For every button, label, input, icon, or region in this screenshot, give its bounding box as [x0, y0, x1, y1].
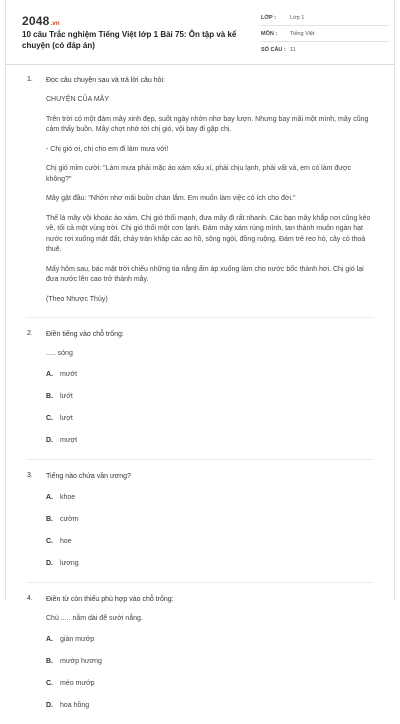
question-number: 3. [27, 472, 33, 479]
option-text: lượt [60, 415, 73, 422]
option-text: giàn mướp [60, 636, 95, 643]
question-number: 2. [27, 330, 33, 337]
logo-main: 2048 [22, 14, 50, 28]
story-paragraph: Chị gió mỉm cười: "Làm mưa phải mặc áo xám xấu xí, phải chịu lạnh, phải vất vả, em có làm được không?" [46, 165, 352, 183]
page [5, 0, 395, 709]
header [6, 0, 394, 65]
question-1 [6, 76, 394, 305]
meta-value: Lớp 1 [290, 14, 305, 21]
option-letter: C. [46, 538, 53, 545]
question-text: Điền tiếng vào chỗ trống: [46, 331, 124, 338]
story-paragraph: Mây gật đầu: "Nhởn nhơ mãi buồn chán lắm. Em muốn làm việc có ích cho đời." [46, 195, 296, 202]
option-letter: D. [46, 702, 53, 709]
divider [26, 582, 374, 583]
answer-option-a[interactable] [46, 371, 218, 393]
question-3 [6, 472, 394, 582]
answer-option-b[interactable] [46, 516, 218, 538]
page-title: 10 câu Trắc nghiệm Tiếng Việt lớp 1 Bài 75: Ôn tập và kể chuyện (có đáp án) [22, 30, 237, 50]
meta-label: LỚP : [261, 14, 276, 21]
story-paragraph: Trên trời có một đám mây xinh đẹp, suốt ngày nhởn nhơ bay lượn. Nhưng bay mãi một mình, mây cũng cảm thấy buồn. Mây chợt nhớ tới chị gió, vội bay đi gặp chị. [46, 115, 369, 133]
question-text: Điền từ còn thiếu phù hợp vào chỗ trống: [46, 596, 174, 603]
question-list [6, 76, 394, 724]
answer-options [46, 636, 374, 724]
option-text: lương [60, 560, 79, 567]
story-paragraph: Mấy hôm sau, bác mặt trời chiếu những tia nắng ấm áp xuống làm cho nước bốc thành hơi. Chị gió lại đưa nước lên cao trở thành mây. [46, 265, 364, 283]
option-letter: B. [46, 393, 53, 400]
fill-blank-text: Chú ..... nằm dài để sưởi nắng. [46, 615, 143, 622]
logo-sub: .vn [50, 21, 60, 27]
option-text: mèo mướp [60, 680, 95, 687]
answer-option-d[interactable] [46, 437, 218, 459]
answer-options [46, 371, 374, 459]
question-number: 1. [27, 76, 33, 83]
fill-blank-text: ..... sóng [46, 350, 73, 357]
option-letter: C. [46, 680, 53, 687]
meta-row-subject [261, 26, 389, 42]
answer-option-a[interactable] [46, 636, 218, 658]
meta-label: SỐ CÂU : [261, 46, 286, 53]
question-text: Đọc câu chuyện sau và trả lời câu hỏi: [46, 77, 165, 84]
option-letter: D. [46, 560, 53, 567]
meta-row-count [261, 42, 389, 57]
answer-option-c[interactable] [46, 538, 218, 560]
question-2 [6, 330, 394, 459]
story-paragraph: Thế là mây vội khoác áo xám. Chị gió thổi mạnh, đưa mây đi rất nhanh. Các bạn mây khắp nơi cũng kéo về, tối cả một vùng trời. Chị gió thổi một cơn lạnh. Đám mây xám rùng mình, tan thành muôn ngàn hạt nước rơi xuống mặt đất, chảy tràn khắp các ao hồ, sông ngòi, đồng ruộng. Đám trẻ reo hò, cây cỏ thoả thuê. [46, 214, 371, 253]
option-letter: B. [46, 516, 53, 523]
answer-option-d[interactable] [46, 702, 218, 724]
option-text: mướp hương [60, 658, 102, 665]
story-paragraph: - Chị gió ơi, chị cho em đi làm mưa với! [46, 145, 169, 153]
answer-option-c[interactable] [46, 415, 218, 437]
option-letter: B. [46, 658, 53, 665]
divider [26, 317, 374, 318]
question-4 [6, 595, 394, 724]
option-text: khoe [60, 494, 76, 501]
answer-options [46, 494, 374, 582]
question-number: 4. [27, 595, 33, 602]
option-text: lướt [60, 393, 73, 400]
option-letter: A. [46, 636, 53, 643]
divider [26, 459, 374, 460]
meta-label: MÔN : [261, 30, 278, 37]
answer-option-c[interactable] [46, 680, 218, 702]
answer-option-b[interactable] [46, 393, 218, 415]
site-logo[interactable] [22, 14, 60, 28]
option-text: mượt [60, 437, 78, 444]
option-text: mướt [60, 371, 78, 378]
story-source: (Theo Nhược Thủy) [46, 295, 108, 303]
answer-option-d[interactable] [46, 560, 218, 582]
option-text: hoa hồng [60, 702, 90, 709]
meta-table [261, 10, 389, 57]
question-text: Tiếng nào chứa vần ương? [46, 473, 131, 480]
answer-option-a[interactable] [46, 494, 218, 516]
option-letter: D. [46, 437, 53, 444]
meta-value: Tiếng Việt [290, 30, 315, 37]
option-letter: A. [46, 494, 53, 501]
meta-value: 11 [290, 46, 296, 53]
option-text: cườm [60, 516, 79, 523]
meta-row-class [261, 10, 389, 26]
option-letter: C. [46, 415, 53, 422]
option-text: hoe [60, 538, 72, 545]
story-title: CHUYỆN CỦA MÂY [46, 96, 110, 103]
answer-option-b[interactable] [46, 658, 218, 680]
option-letter: A. [46, 371, 53, 378]
